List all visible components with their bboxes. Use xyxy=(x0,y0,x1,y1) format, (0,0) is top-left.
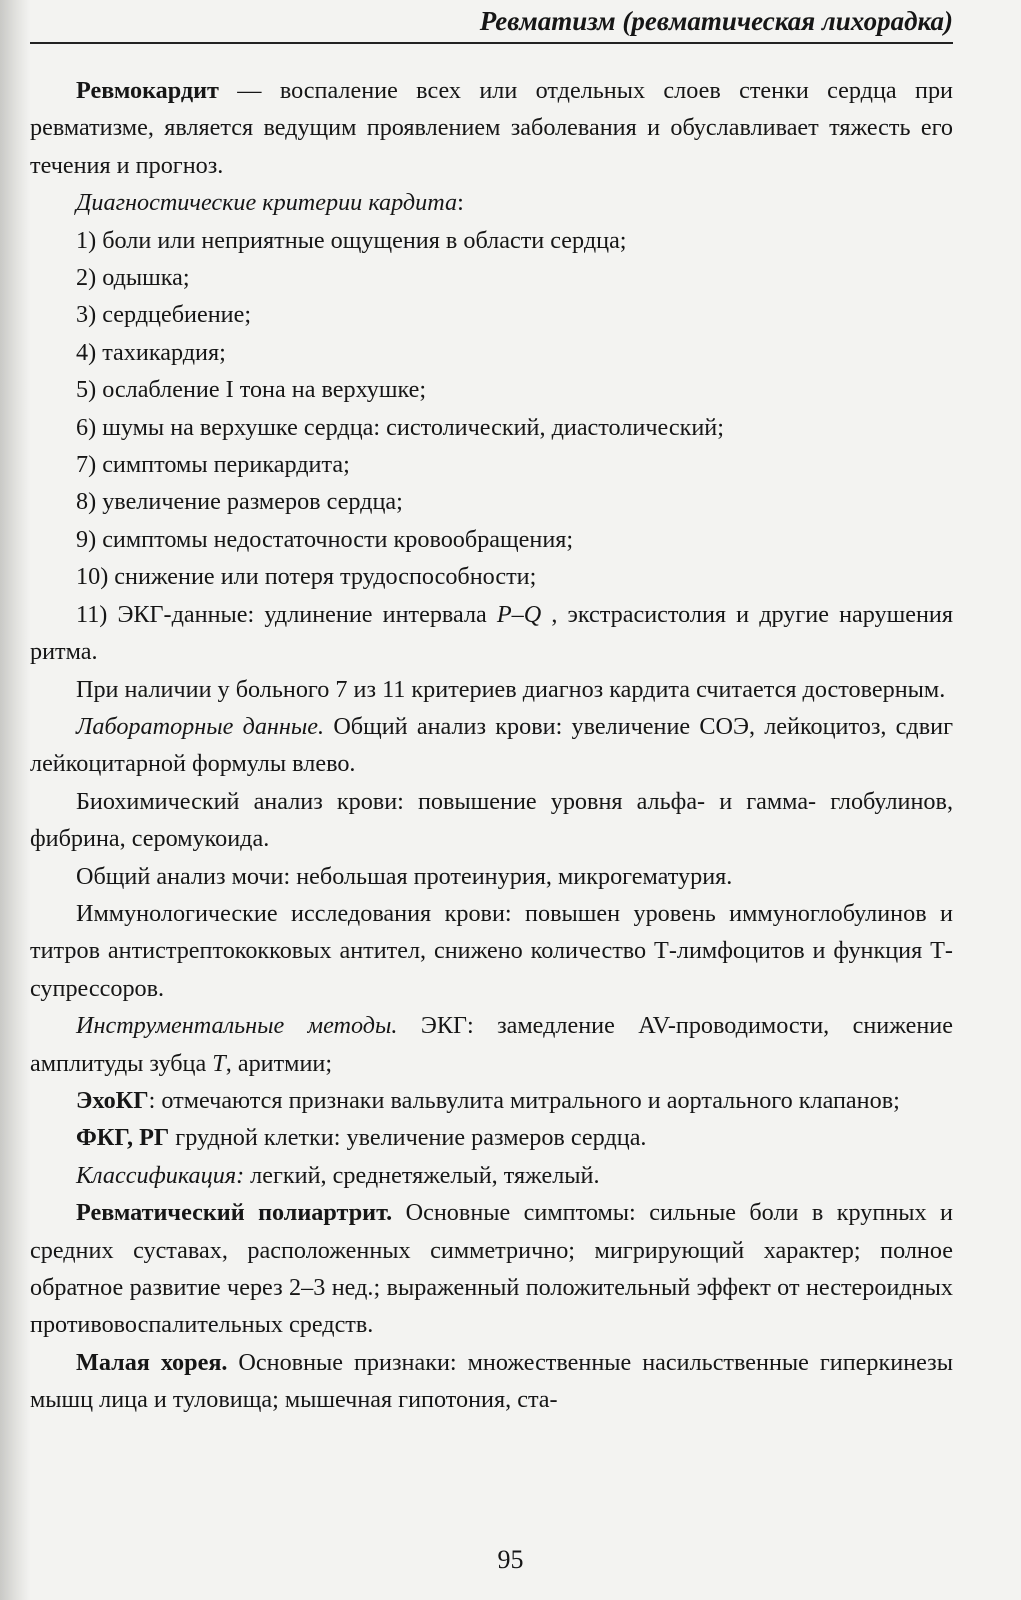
criteria-item: 5) ослабление I тона на верхушке; xyxy=(76,376,427,404)
criteria-heading xyxy=(30,184,953,221)
lab-blood-text: Общий анализ крови: увеличение СОЭ, лейкоцитоз, сдвиг лейкоцитарной формулы влево. xyxy=(30,712,953,778)
echo-paragraph xyxy=(30,1082,953,1119)
running-head: Ревматизм (ревматическая лихорадка) xyxy=(30,4,953,44)
criteria-item: 8) увеличение размеров сердца; xyxy=(76,488,403,516)
classification-paragraph xyxy=(30,1157,953,1194)
criteria-item: 3) сердцебиение; xyxy=(76,301,252,329)
instrumental-ecg-post: , аритмии; xyxy=(225,1049,333,1077)
lab-immuno-paragraph: Иммунологические исследования крови: повышен уровень иммуноглобулинов и титров антистрептококковых антител, снижено количество Т-лимфоцитов и функция Т-супрессоров. xyxy=(30,899,953,1002)
echo-text: : отмечаются признаки вальвулита митрального и аортального клапанов; xyxy=(148,1086,900,1114)
criteria-item-11 xyxy=(30,596,953,671)
criteria-item: 7) симптомы перикардита; xyxy=(76,451,350,479)
chorea-paragraph xyxy=(30,1344,953,1419)
lab-title: Лабораторные данные. xyxy=(76,712,325,740)
chorea-term: Малая хорея. xyxy=(76,1348,228,1376)
page-number: 95 xyxy=(497,1545,524,1574)
criteria-colon: : xyxy=(457,189,464,217)
carditis-definition: — воспаление всех или отдельных слоев стенки сердца при ревматизме, является ведущим проявлением заболевания и обуславливает тяжесть его течения и прогноз. xyxy=(30,77,953,179)
chorea-text: Основные признаки: множественные насильственные гиперкинезы мышц лица и туловища; мышечная гипотония, ста- xyxy=(30,1348,953,1414)
lab-urine-paragraph: Общий анализ мочи: небольшая протеинурия, микрогематурия. xyxy=(76,862,733,890)
criteria-item: 1) боли или неприятные ощущения в области сердца; xyxy=(76,226,627,254)
pcg-paragraph xyxy=(30,1119,953,1156)
criteria-item: 9) симптомы недостаточности кровообращения; xyxy=(76,525,574,553)
echo-term: ЭхоКГ xyxy=(76,1086,149,1114)
classification-title: Классификация: xyxy=(76,1161,245,1189)
criteria-item: 2) одышка; xyxy=(76,264,190,292)
carditis-paragraph xyxy=(30,72,953,184)
pq-interval: P–Q xyxy=(496,600,542,628)
diagnosis-rule: При наличии у больного 7 из 11 критериев диагноз кардита считается достоверным. xyxy=(76,675,946,703)
polyarthritis-text: Основные симптомы: сильные боли в крупных и средних суставах, расположенных симметрично; мигрирующий характер; полное обратное развитие через 2–3 нед.; выраженный положительный эффект от нестероидных противовоспалительных средств. xyxy=(30,1199,953,1339)
lab-blood-paragraph xyxy=(30,708,953,783)
polyarthritis-term: Ревматический полиартрит. xyxy=(76,1199,393,1227)
t-wave: T xyxy=(212,1049,226,1077)
page-spine-shadow xyxy=(0,0,30,1600)
polyarthritis-paragraph xyxy=(30,1194,953,1344)
classification-text: легкий, среднетяжелый, тяжелый. xyxy=(244,1161,600,1189)
criteria-item: 10) снижение или потеря трудоспособности; xyxy=(76,563,537,591)
pcg-text: грудной клетки: увеличение размеров сердца. xyxy=(169,1124,647,1152)
criteria-item: 4) тахикардия; xyxy=(76,338,226,366)
page-body xyxy=(30,72,953,1419)
lab-biochem-paragraph: Биохимический анализ крови: повышение уровня альфа- и гамма- глобулинов, фибрина, серомукоида. xyxy=(30,787,953,853)
instrumental-title: Инструментальные методы. xyxy=(76,1012,398,1040)
criteria-list xyxy=(30,222,953,671)
pcg-term: ФКГ, РГ xyxy=(76,1124,170,1152)
instrumental-ecg-paragraph xyxy=(30,1007,953,1082)
criteria-item-11-pre: 11) ЭКГ-данные: удлинение интервала xyxy=(76,600,497,628)
instrumental-ecg-pre: ЭКГ: замедление AV-проводимости, снижение амплитуды зубца xyxy=(30,1012,953,1077)
criteria-item-11-post: , экстрасистолия и другие нарушения ритма. xyxy=(30,600,953,666)
criteria-title: Диагностические критерии кардита xyxy=(76,189,458,217)
term-rheumocarditis: Ревмокардит xyxy=(76,77,219,104)
criteria-item: 6) шумы на верхушке сердца: систолический, диастолический; xyxy=(76,413,724,441)
